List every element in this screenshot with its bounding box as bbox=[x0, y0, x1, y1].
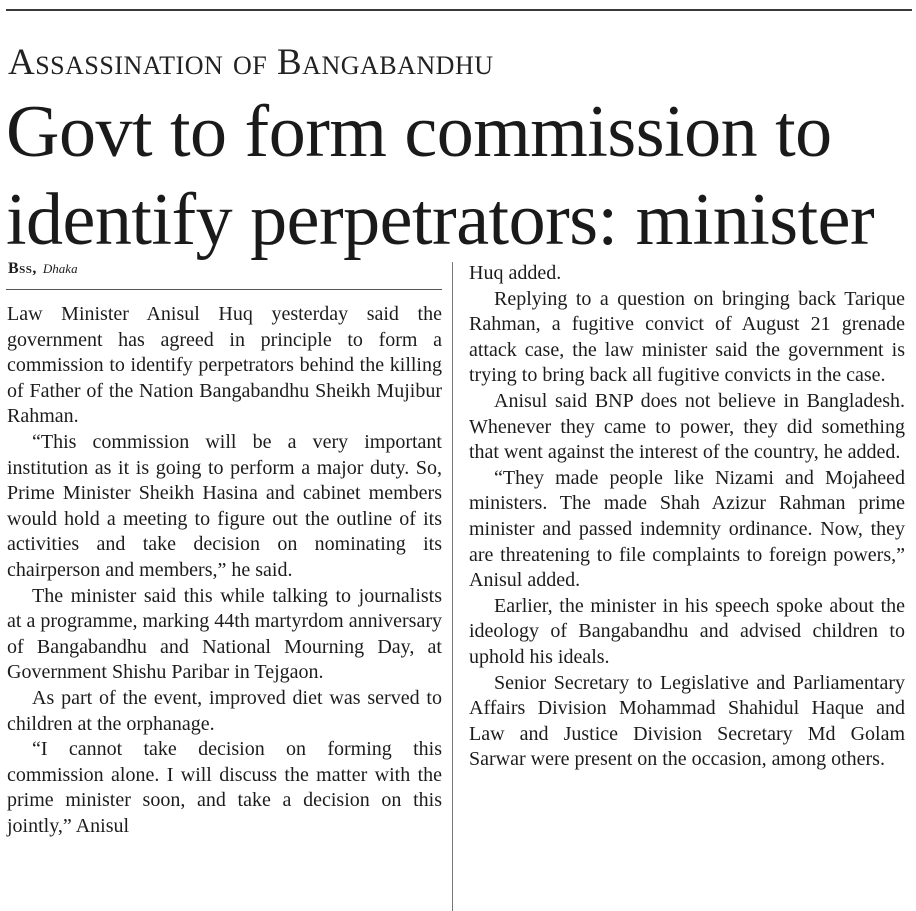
paragraph: Senior Secretary to Legislative and Parliamentary Affairs Division Mohammad Shahidul Haque and Law and Justice Division Secretary Md Golam Sarwar were present on the occasion, among others. bbox=[469, 671, 905, 771]
left-column bbox=[7, 302, 442, 839]
byline-rule bbox=[6, 289, 442, 290]
paragraph: “They made people like Nizami and Mojaheed ministers. The made Shah Azizur Rahman prime minister and passed indemnity ordinance. Now, they are threatening to file complaints to foreign powers,” Anisul added. bbox=[469, 466, 905, 592]
paragraph: The minister said this while talking to journalists at a programme, marking 44th martyrdom anniversary of Bangabandhu and National Mourning Day, at Government Shishu Paribar in Tejgaon. bbox=[7, 584, 442, 684]
paragraph: Law Minister Anisul Huq yesterday said the government has agreed in principle to form a commission to identify perpetrators behind the killing of Father of the Nation Bangabandhu Sheikh Mujibur Rahman. bbox=[7, 303, 442, 428]
byline-place: Dhaka bbox=[42, 261, 78, 276]
column-divider bbox=[452, 262, 453, 911]
byline bbox=[8, 259, 78, 279]
headline: Govt to form commission to identify perpetrators: minister bbox=[6, 91, 875, 261]
paragraph: Huq added. bbox=[469, 262, 562, 284]
paragraph: As part of the event, improved diet was served to children at the orphanage. bbox=[7, 686, 442, 735]
right-column bbox=[469, 261, 905, 773]
paragraph: Replying to a question on bringing back Tarique Rahman, a fugitive convict of August 21 grenade attack case, the law minister said the government is trying to bring back all fugitive convicts in the case. bbox=[469, 287, 905, 387]
top-rule bbox=[6, 9, 912, 11]
paragraph: “This commission will be a very important institution as it is going to perform a major duty. So, Prime Minister Sheikh Hasina and cabinet members would hold a meeting to figure out the outline of its activities and take decision on nominating its chairperson and members,” he said. bbox=[7, 430, 442, 581]
paragraph: “I cannot take decision on forming this commission alone. I will discuss the matter with the prime minister soon, and take a decision on this jointly,” Anisul bbox=[7, 738, 442, 837]
paragraph: Earlier, the minister in his speech spoke about the ideology of Bangabandhu and advised children to uphold his ideals. bbox=[469, 594, 905, 668]
section-kicker: Assassination of Bangabandhu bbox=[8, 42, 494, 83]
paragraph: Anisul said BNP does not believe in Bangladesh. Whenever they came to power, they did something that went against the interest of the country, he added. bbox=[469, 389, 905, 464]
byline-agency: Bss, bbox=[8, 260, 37, 277]
